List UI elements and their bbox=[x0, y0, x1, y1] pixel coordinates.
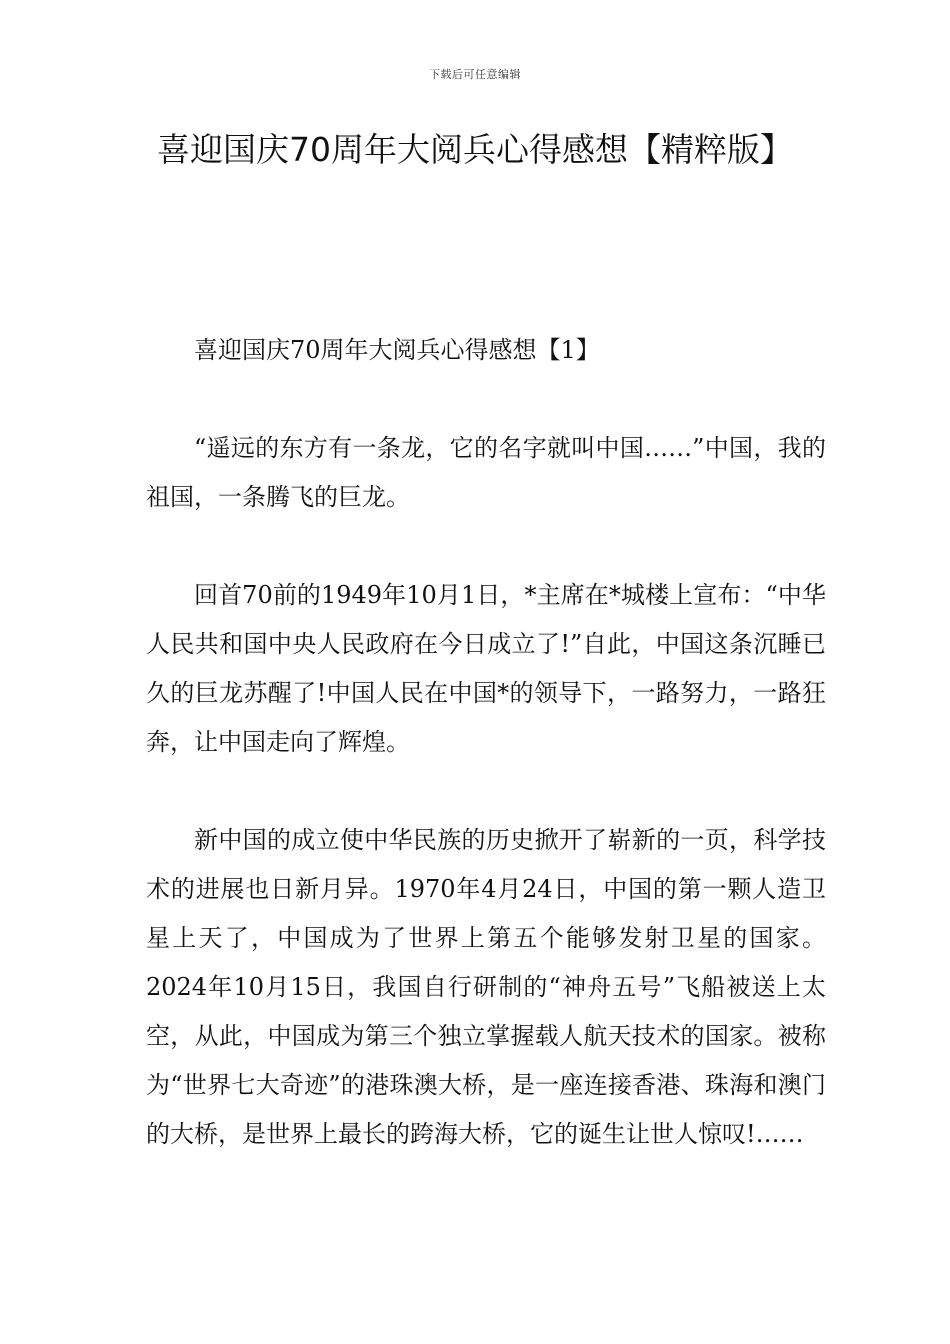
paragraph-1: “遥远的东方有一条龙，它的名字就叫中国……”中国，我的祖国，一条腾飞的巨龙。 bbox=[146, 434, 826, 511]
paragraph-2: 回首70前的1949年10月1日，*主席在*城楼上宣布：“中华人民共和国中央人民政府在今日成立了!”自此，中国这条沉睡已久的巨龙苏醒了!中国人民在中国*的领导下，一路努力，一路狂奔，让中国走向了辉煌。 bbox=[146, 581, 826, 756]
header-note: 下载后可任意编辑 bbox=[429, 68, 521, 81]
document-title: 喜迎国庆70周年大阅兵心得感想【精粹版】 bbox=[157, 130, 793, 169]
document-body bbox=[146, 326, 826, 1208]
section-heading: 喜迎国庆70周年大阅兵心得感想【1】 bbox=[194, 336, 600, 364]
paragraph-3: 新中国的成立使中华民族的历史掀开了崭新的一页，科学技术的进展也日新月异。1970年4月24日，中国的第一颗人造卫星上天了，中国成为了世界上第五个能够发射卫星的国家。2024年10月15日，我国自行研制的“神舟五号”飞船被送上太空，从此，中国成为第三个独立掌握载人航天技术的国家。被称为“世界七大奇迹”的港珠澳大桥，是一座连接香港、珠海和澳门的大桥，是世界上最长的跨海大桥，它的诞生让世人惊叹!…… bbox=[146, 826, 826, 1148]
